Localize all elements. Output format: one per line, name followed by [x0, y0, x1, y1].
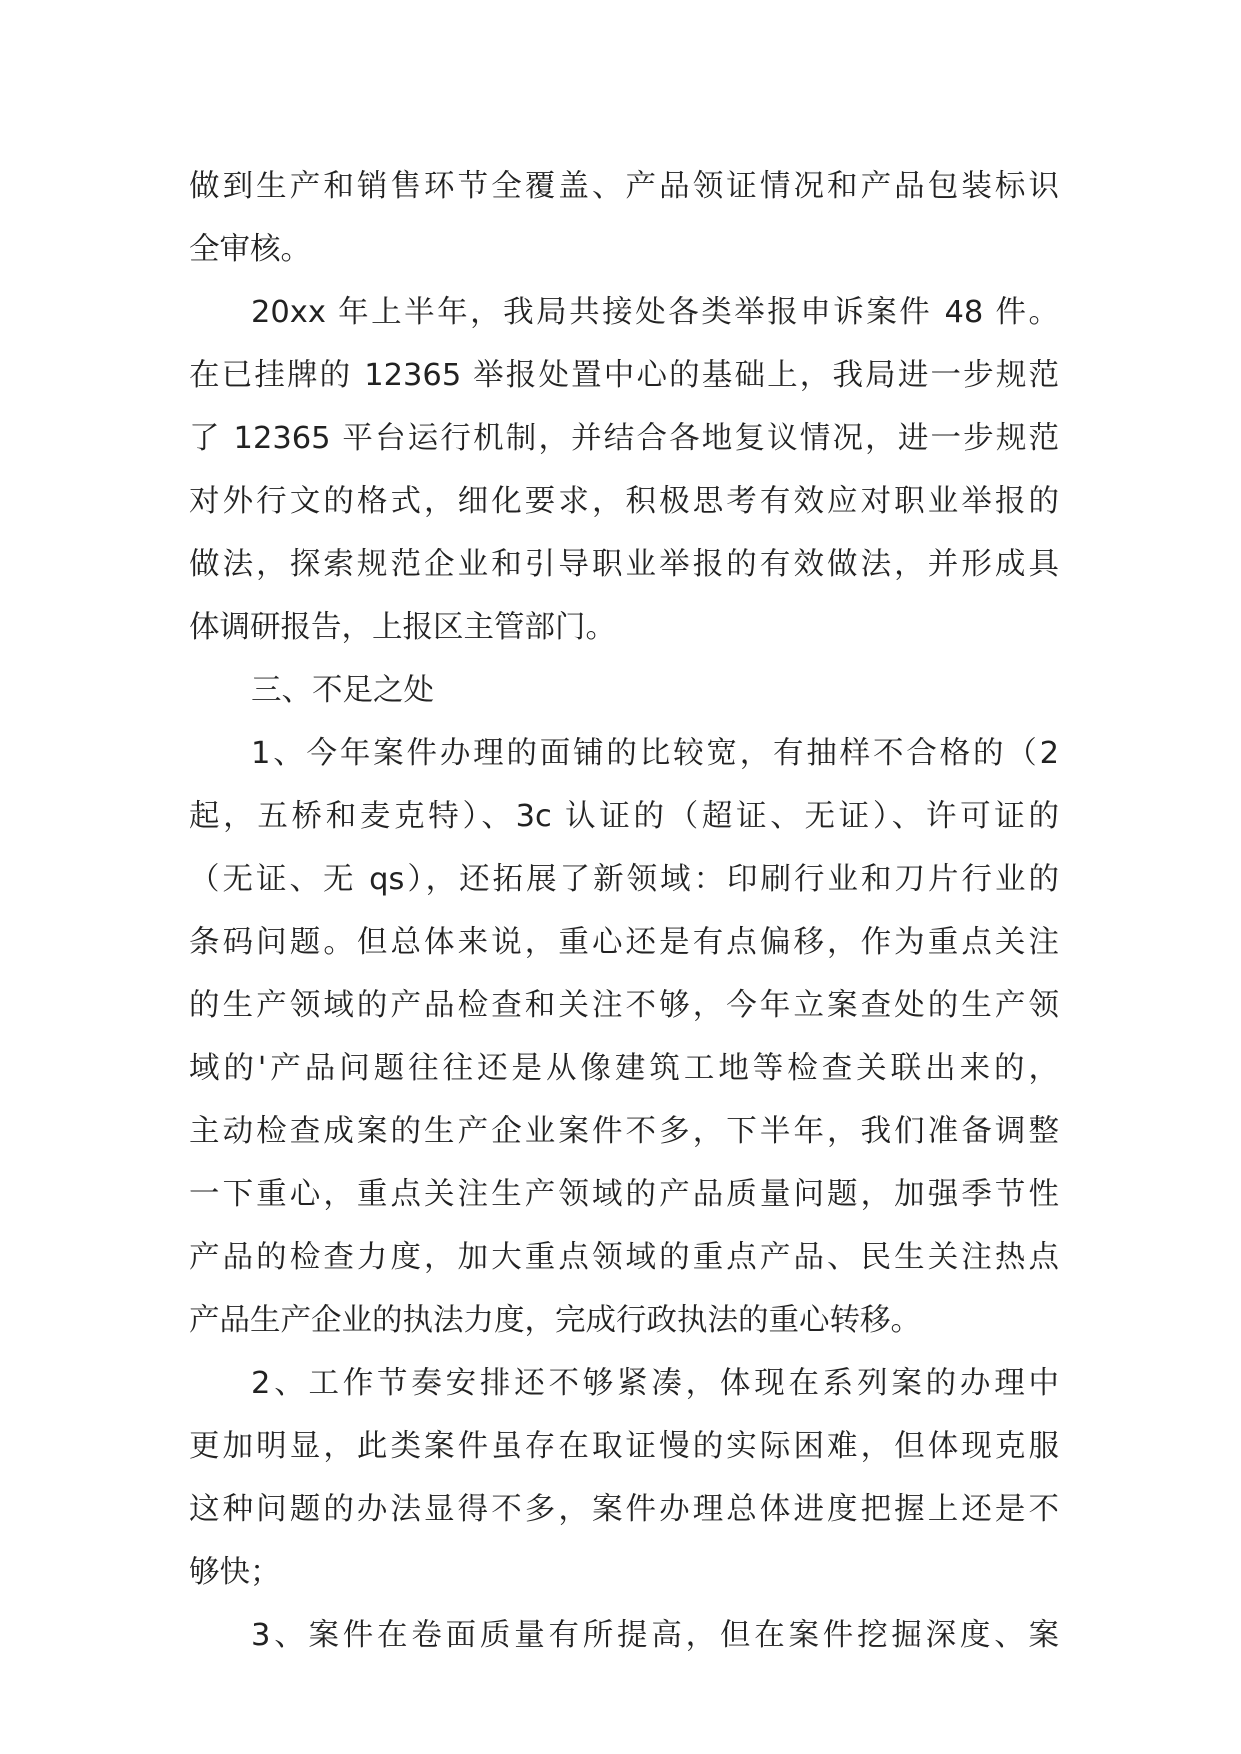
text-line: 够快；	[189, 1555, 281, 1590]
text-line: 体调研报告，上报区主管部门。	[189, 610, 616, 645]
paragraph-start-line: 3、案件在卷面质量有所提高，但在案件挖掘深度、案	[251, 1618, 1059, 1653]
text-line: 的生产领域的产品检查和关注不够，今年立案查处的生产领	[189, 988, 1059, 1023]
section-heading: 三、不足之处	[251, 673, 434, 708]
text-line: 域的'产品问题往往还是从像建筑工地等检查关联出来的，	[189, 1051, 1059, 1086]
text-line: 全审核。	[189, 232, 311, 267]
text-line: 在已挂牌的 12365 举报处置中心的基础上，我局进一步规范	[189, 358, 1059, 393]
text-line: 一下重心，重点关注生产领域的产品质量问题，加强季节性	[189, 1177, 1059, 1212]
paragraph-start-line: 2、工作节奏安排还不够紧凑，体现在系列案的办理中	[251, 1366, 1059, 1401]
text-line: 对外行文的格式，细化要求，积极思考有效应对职业举报的	[189, 484, 1059, 519]
paragraph-start-line: 1、今年案件办理的面铺的比较宽，有抽样不合格的（2	[251, 736, 1059, 771]
text-line: 这种问题的办法显得不多，案件办理总体进度把握上还是不	[189, 1492, 1059, 1527]
text-line: 条码问题。但总体来说，重心还是有点偏移，作为重点关注	[189, 925, 1059, 960]
text-line: 起，五桥和麦克特）、3c 认证的（超证、无证）、许可证的	[189, 799, 1059, 834]
text-line: 更加明显，此类案件虽存在取证慢的实际困难，但体现克服	[189, 1429, 1059, 1464]
body-text	[189, 155, 1059, 1667]
text-line: 产品生产企业的执法力度，完成行政执法的重心转移。	[189, 1303, 921, 1338]
text-line: 主动检查成案的生产企业案件不多，下半年，我们准备调整	[189, 1114, 1059, 1149]
text-line: 了 12365 平台运行机制，并结合各地复议情况，进一步规范	[189, 421, 1059, 456]
text-line: 做到生产和销售环节全覆盖、产品领证情况和产品包装标识	[189, 169, 1059, 204]
text-line: 产品的检查力度，加大重点领域的重点产品、民生关注热点	[189, 1240, 1059, 1275]
paragraph-start-line: 20xx 年上半年，我局共接处各类举报申诉案件 48 件。	[251, 295, 1059, 330]
text-line: 做法，探索规范企业和引导职业举报的有效做法，并形成具	[189, 547, 1059, 582]
text-line: （无证、无 qs），还拓展了新领域：印刷行业和刀片行业的	[189, 862, 1059, 897]
